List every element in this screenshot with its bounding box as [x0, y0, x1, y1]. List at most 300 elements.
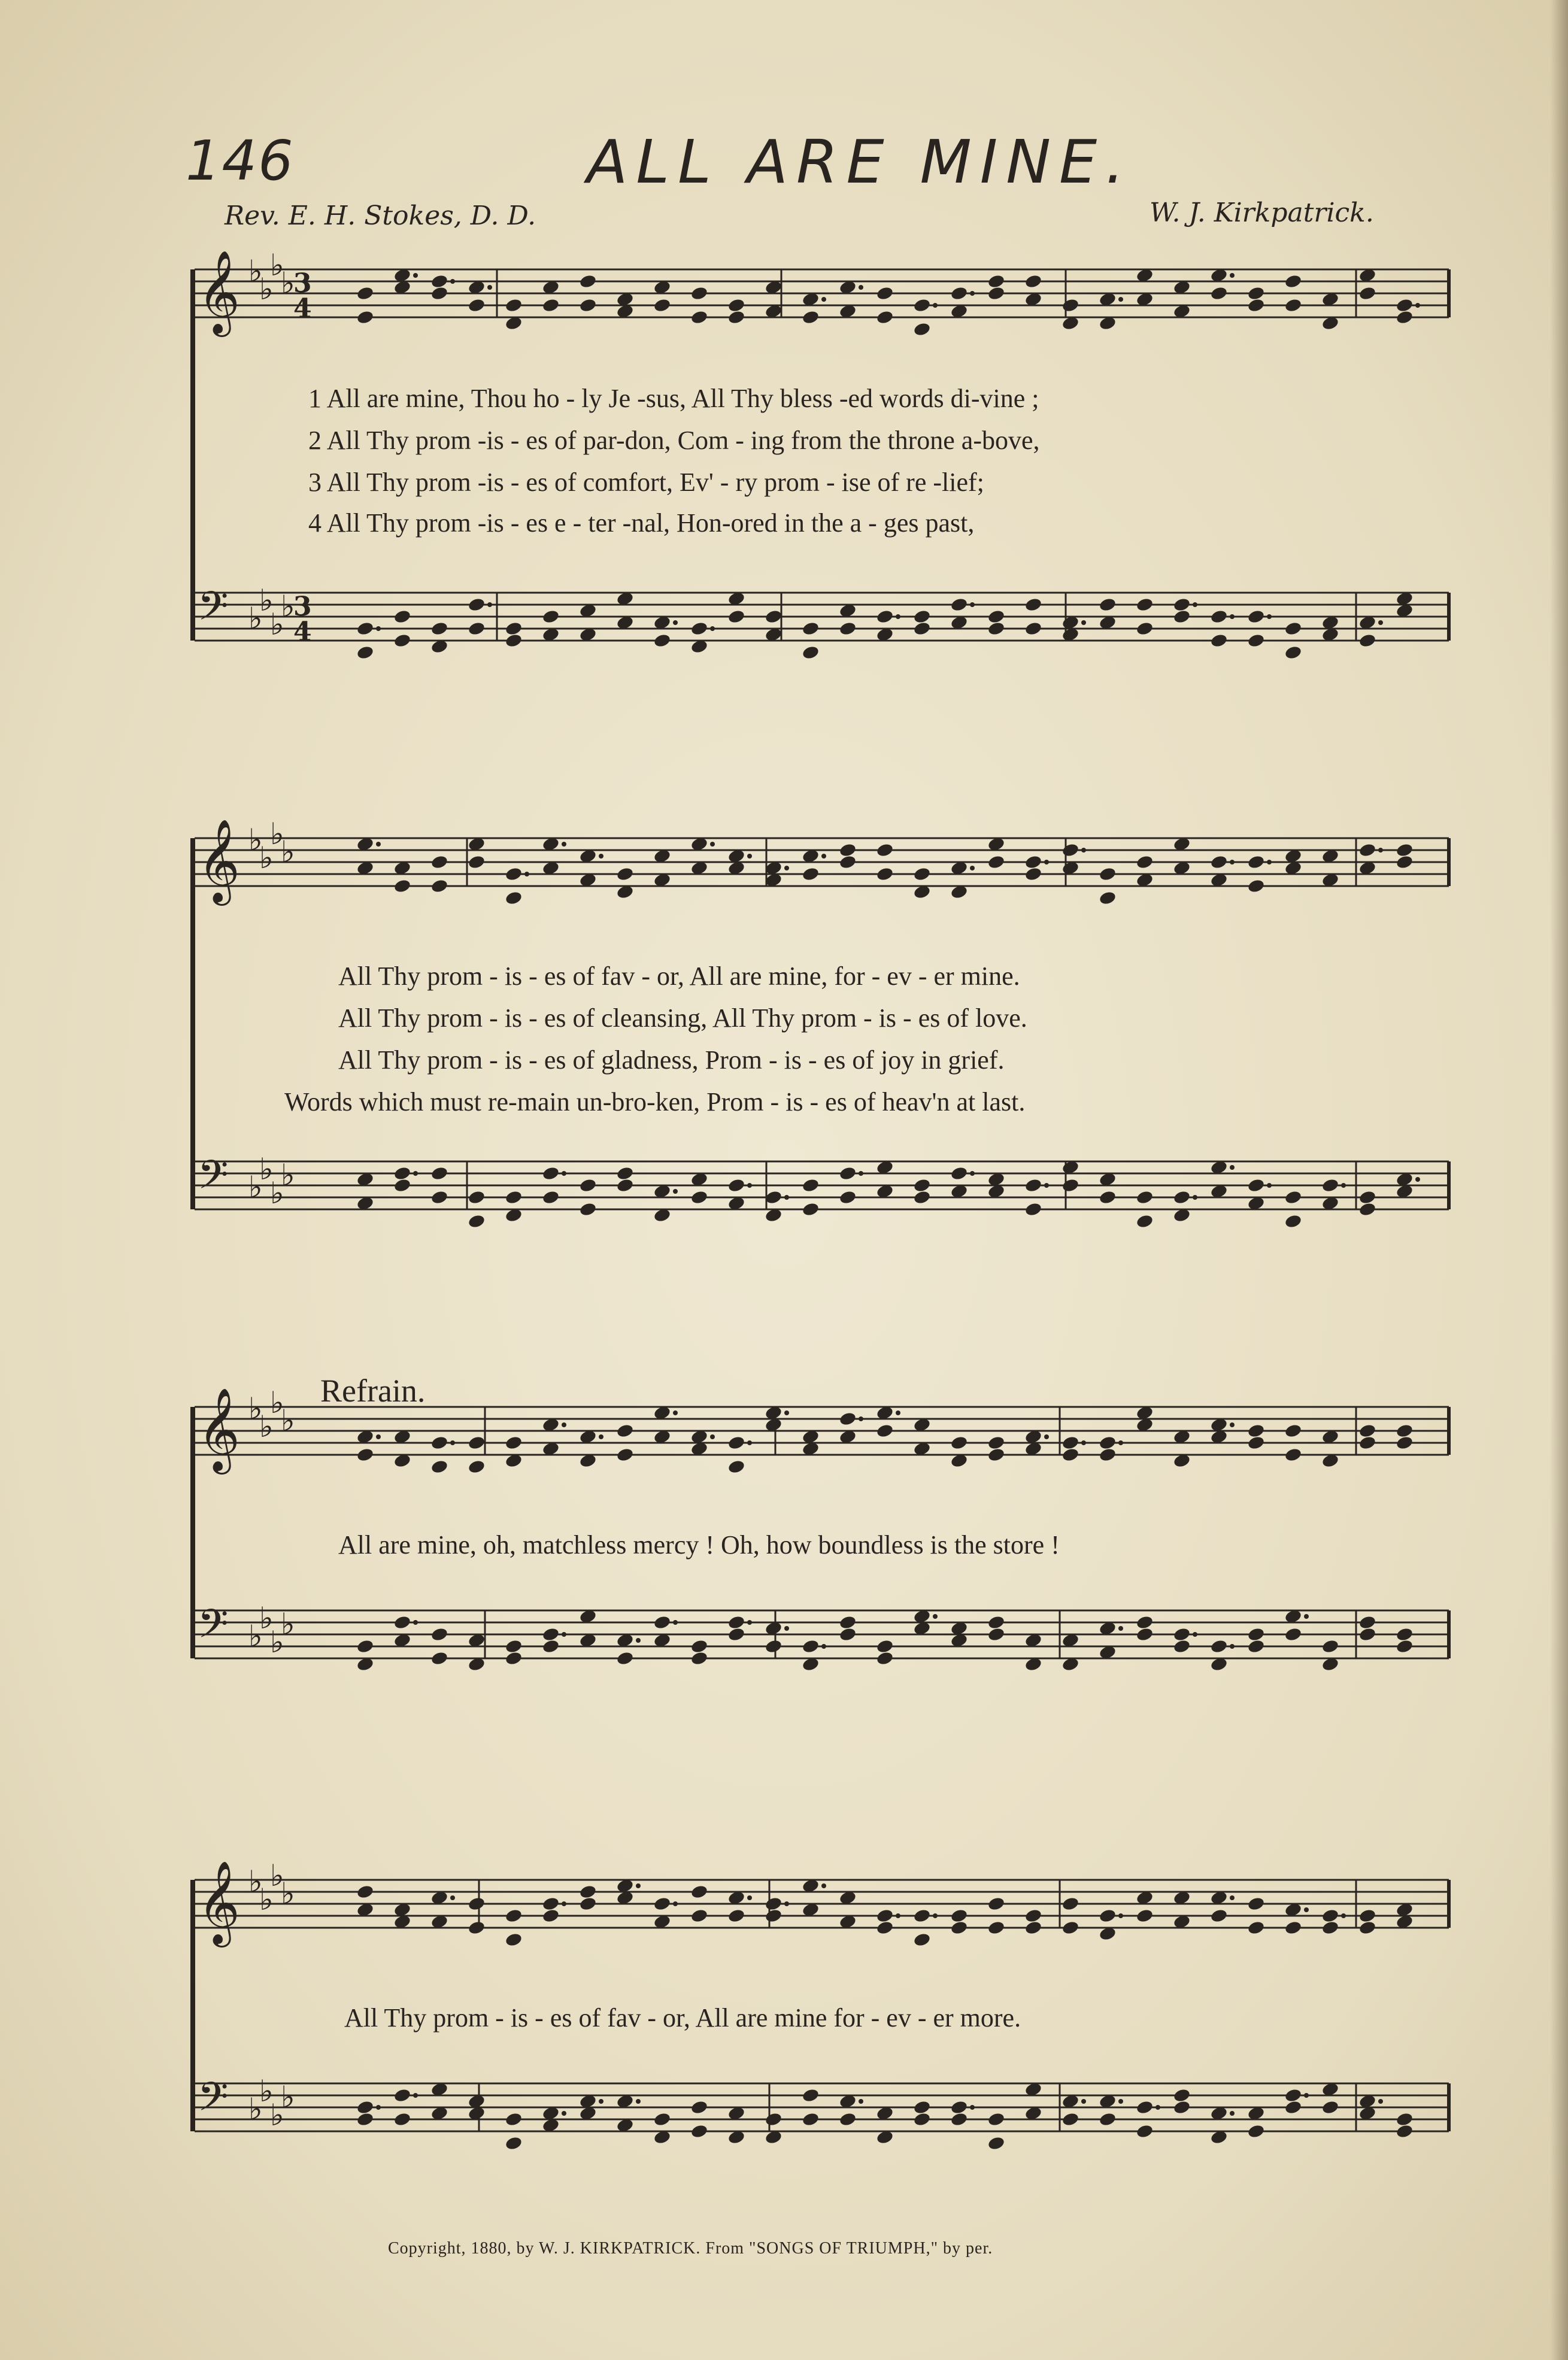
- note-head: [616, 1447, 635, 1463]
- note-head: [1099, 1447, 1117, 1463]
- note-head: [653, 633, 672, 648]
- note-head: [356, 1447, 375, 1463]
- flat-icon: ♭: [259, 2074, 274, 2109]
- dot: [1378, 620, 1383, 625]
- note-head: [765, 1896, 783, 1912]
- flat-icon: ♭: [248, 1864, 263, 1899]
- note-head: [1284, 2100, 1303, 2115]
- note-head: [1136, 854, 1154, 870]
- dot: [821, 1644, 826, 1649]
- note-head: [839, 1190, 857, 1205]
- dot: [450, 1440, 455, 1445]
- dot: [599, 2099, 603, 2104]
- note-head: [987, 609, 1006, 624]
- dot: [747, 1440, 752, 1445]
- note-head: [987, 1615, 1006, 1630]
- flat-icon: ♭: [248, 254, 263, 289]
- note-head: [579, 1896, 598, 1912]
- note-head: [1247, 1178, 1266, 1193]
- note-head: [1210, 1639, 1229, 1654]
- note-head: [987, 1896, 1006, 1912]
- copyright-notice: Copyright, 1880, by W. J. KIRKPATRICK. From "SONGS OF TRIUMPH," by per.: [388, 2239, 993, 2258]
- dot: [1081, 2099, 1086, 2104]
- note-head: [356, 310, 375, 325]
- author-credit: Rev. E. H. Stokes, D. D.: [225, 201, 536, 231]
- note-head: [505, 2112, 523, 2127]
- note-head: [839, 1411, 857, 1427]
- note-head: [430, 854, 449, 870]
- note-head: [1061, 1447, 1080, 1463]
- note-head: [950, 1166, 969, 1181]
- dot: [1341, 1913, 1346, 1918]
- note-head: [1099, 1435, 1117, 1451]
- note-head: [468, 1920, 486, 1936]
- flat-icon: ♭: [259, 841, 274, 875]
- note-head: [430, 621, 449, 636]
- note-head: [468, 1896, 486, 1912]
- refrain-label: Refrain.: [320, 1373, 426, 1409]
- note-head: [876, 1651, 894, 1666]
- dot: [636, 1638, 641, 1643]
- note-head: [987, 1627, 1006, 1642]
- note-head: [1396, 310, 1414, 325]
- dot: [859, 285, 863, 290]
- lyric-line-2-4: Words which must re-main un-bro-ken, Prom - is - es of heav'n at last.: [284, 1087, 1026, 1117]
- note-head: [802, 1639, 820, 1654]
- note-head: [356, 286, 375, 301]
- note-head: [393, 2088, 412, 2103]
- dot: [747, 1183, 752, 1188]
- note-head: [1358, 1908, 1377, 1924]
- note-head: [1061, 298, 1080, 313]
- note-head: [1396, 298, 1414, 313]
- note-head: [1210, 609, 1229, 624]
- note-head: [727, 1435, 746, 1451]
- dot: [710, 1434, 715, 1439]
- note-head: [1136, 1908, 1154, 1924]
- note-head: [1024, 1908, 1043, 1924]
- dot: [562, 1171, 566, 1176]
- note-head: [1358, 1190, 1377, 1205]
- note-head: [1321, 2100, 1340, 2115]
- lyric-line-1-1: 1 All are mine, Thou ho - ly Je -sus, All Thy bless -ed words di-vine ;: [308, 384, 1039, 413]
- note-head: [1136, 1627, 1154, 1642]
- note-head: [505, 1190, 523, 1205]
- note-head: [913, 321, 932, 337]
- note-head: [430, 1651, 449, 1666]
- flat-icon: ♭: [270, 607, 284, 642]
- note-head: [1173, 597, 1191, 612]
- note-head: [727, 1627, 746, 1642]
- note-head: [950, 2100, 969, 2115]
- note-head: [356, 645, 375, 660]
- flat-icon: ♭: [270, 1389, 284, 1420]
- dot: [673, 1901, 678, 1906]
- dot: [487, 602, 492, 607]
- note-head: [1136, 621, 1154, 636]
- note-head: [505, 633, 523, 648]
- dot: [710, 842, 715, 847]
- note-head: [876, 1639, 894, 1654]
- note-head: [950, 2112, 969, 2127]
- note-head: [1284, 621, 1303, 636]
- note-head: [913, 298, 932, 313]
- note-head: [1396, 1423, 1414, 1439]
- note-head: [802, 2088, 820, 2103]
- dot: [821, 1883, 826, 1888]
- note-head: [1358, 1615, 1377, 1630]
- note-head: [727, 1908, 746, 1924]
- note-head: [690, 1639, 709, 1654]
- dot: [821, 854, 826, 859]
- note-head: [1210, 854, 1229, 870]
- note-head: [356, 1884, 375, 1900]
- note-head: [430, 1166, 449, 1181]
- note-head: [1210, 286, 1229, 301]
- flat-icon: ♭: [270, 820, 284, 851]
- note-head: [579, 274, 598, 289]
- note-head: [987, 2112, 1006, 2127]
- note-head: [690, 1884, 709, 1900]
- note-head: [987, 274, 1006, 289]
- dot: [896, 614, 900, 619]
- note-head: [468, 1435, 486, 1451]
- dot: [784, 1195, 789, 1200]
- note-head: [1396, 1627, 1414, 1642]
- note-head: [913, 2100, 932, 2115]
- note-head: [430, 286, 449, 301]
- note-head: [1024, 597, 1043, 612]
- flat-icon: ♭: [270, 2098, 284, 2133]
- note-head: [393, 1166, 412, 1181]
- dot: [1044, 1434, 1049, 1439]
- dot: [673, 620, 678, 625]
- note-head: [1136, 1214, 1154, 1229]
- note-head: [1061, 1435, 1080, 1451]
- note-head: [356, 1639, 375, 1654]
- note-head: [1024, 1178, 1043, 1193]
- dot: [1155, 2105, 1160, 2110]
- dot: [1230, 1422, 1235, 1427]
- note-head: [913, 1178, 932, 1193]
- dot: [970, 2105, 975, 2110]
- dot: [413, 273, 418, 278]
- note-head: [802, 1202, 820, 1217]
- note-head: [802, 1178, 820, 1193]
- note-head: [802, 310, 820, 325]
- note-head: [839, 1615, 857, 1630]
- note-head: [356, 621, 375, 636]
- note-head: [1358, 1627, 1377, 1642]
- dot: [1081, 848, 1086, 853]
- flat-icon: ♭: [281, 1403, 295, 1438]
- note-head: [1396, 1435, 1414, 1451]
- bass-clef-icon: 𝄢: [198, 1601, 229, 1657]
- note-head: [1024, 621, 1043, 636]
- note-head: [839, 842, 857, 858]
- note-head: [1061, 2112, 1080, 2127]
- dot: [1118, 2099, 1123, 2104]
- dot: [1267, 860, 1272, 864]
- dot: [1230, 2111, 1235, 2116]
- note-head: [579, 1178, 598, 1193]
- flat-icon: ♭: [259, 272, 274, 307]
- note-head: [468, 1190, 486, 1205]
- note-head: [1099, 1908, 1117, 1924]
- note-head: [802, 621, 820, 636]
- note-head: [1284, 1423, 1303, 1439]
- note-head: [1247, 2124, 1266, 2139]
- flat-icon: ♭: [281, 1607, 295, 1642]
- note-head: [690, 2124, 709, 2139]
- note-head: [1247, 609, 1266, 624]
- note-head: [468, 1459, 486, 1475]
- lyric-line-3-1: All are mine, oh, matchless mercy ! Oh, how boundless is the store !: [338, 1530, 1060, 1560]
- note-head: [1061, 1178, 1080, 1193]
- note-head: [542, 1908, 560, 1924]
- note-head: [1173, 1627, 1191, 1642]
- note-head: [1284, 1214, 1303, 1229]
- note-head: [1396, 854, 1414, 870]
- note-head: [1396, 842, 1414, 858]
- note-head: [1358, 842, 1377, 858]
- note-head: [950, 597, 969, 612]
- dot: [933, 303, 938, 308]
- note-head: [1247, 1639, 1266, 1654]
- note-head: [1247, 286, 1266, 301]
- note-head: [913, 2112, 932, 2127]
- lyric-line-2-1: All Thy prom - is - es of fav - or, All are mine, for - ev - er mine.: [338, 961, 1020, 991]
- note-head: [1247, 878, 1266, 894]
- dot: [413, 1620, 418, 1625]
- note-head: [690, 286, 709, 301]
- dot: [970, 1171, 975, 1176]
- flat-icon: ♭: [259, 1152, 274, 1187]
- note-head: [430, 274, 449, 289]
- dot: [859, 1416, 863, 1421]
- dot: [1378, 2099, 1383, 2104]
- flat-icon: ♭: [248, 1391, 263, 1426]
- note-head: [727, 310, 746, 325]
- note-head: [505, 621, 523, 636]
- bass-clef-icon: 𝄢: [198, 1152, 229, 1208]
- dot: [970, 866, 975, 870]
- note-head: [950, 1920, 969, 1936]
- dot: [933, 1913, 938, 1918]
- lyric-line-4-1: All Thy prom - is - es of fav - or, All are mine for - ev - er more.: [344, 2003, 1021, 2033]
- note-head: [430, 1435, 449, 1451]
- note-head: [690, 1651, 709, 1666]
- note-head: [393, 2112, 412, 2127]
- dot: [376, 842, 381, 847]
- note-head: [1136, 2124, 1154, 2139]
- note-head: [1099, 2112, 1117, 2127]
- note-head: [987, 621, 1006, 636]
- note-head: [579, 298, 598, 313]
- dot: [784, 1626, 789, 1631]
- flat-icon: ♭: [248, 2092, 263, 2127]
- note-head: [653, 1896, 672, 1912]
- note-head: [690, 621, 709, 636]
- note-head: [1284, 1920, 1303, 1936]
- note-head: [356, 2100, 375, 2115]
- page-number: 146: [186, 129, 295, 193]
- dot: [1230, 1895, 1235, 1900]
- note-head: [616, 1166, 635, 1181]
- note-head: [430, 1459, 449, 1475]
- note-head: [1284, 298, 1303, 313]
- note-head: [1136, 2100, 1154, 2115]
- note-head: [579, 1884, 598, 1900]
- note-head: [505, 2135, 523, 2151]
- note-head: [1247, 1423, 1266, 1439]
- time-signature-top: 3: [293, 268, 312, 299]
- page-edge-shadow: [1550, 0, 1568, 2360]
- note-head: [616, 1178, 635, 1193]
- dot: [562, 1632, 566, 1637]
- dot: [673, 1410, 678, 1415]
- flat-icon: ♭: [270, 1625, 284, 1660]
- note-head: [690, 1908, 709, 1924]
- note-head: [1024, 854, 1043, 870]
- note-head: [913, 1908, 932, 1924]
- dot: [859, 2099, 863, 2104]
- note-head: [542, 1190, 560, 1205]
- dot: [747, 854, 752, 859]
- note-head: [765, 1639, 783, 1654]
- dot: [413, 1171, 418, 1176]
- note-head: [802, 645, 820, 660]
- note-head: [1396, 2124, 1414, 2139]
- note-head: [1136, 1190, 1154, 1205]
- note-head: [1024, 866, 1043, 882]
- note-head: [1210, 1908, 1229, 1924]
- flat-icon: ♭: [281, 835, 295, 869]
- note-head: [542, 1639, 560, 1654]
- note-head: [505, 890, 523, 906]
- note-head: [505, 1908, 523, 1924]
- dot: [376, 2105, 381, 2110]
- note-head: [727, 298, 746, 313]
- note-head: [393, 878, 412, 894]
- note-head: [1284, 274, 1303, 289]
- flat-icon: ♭: [248, 601, 263, 636]
- note-head: [727, 609, 746, 624]
- flat-icon: ♭: [248, 823, 263, 857]
- note-head: [505, 298, 523, 313]
- dot: [1230, 860, 1235, 864]
- treble-clef-icon: 𝄞: [198, 251, 240, 333]
- note-head: [1173, 2100, 1191, 2115]
- note-head: [468, 1214, 486, 1229]
- note-head: [1358, 286, 1377, 301]
- note-head: [1099, 866, 1117, 882]
- note-head: [1247, 1627, 1266, 1642]
- note-head: [727, 1459, 746, 1475]
- note-head: [987, 1920, 1006, 1936]
- note-head: [430, 878, 449, 894]
- dot: [562, 1422, 566, 1427]
- note-head: [1024, 1920, 1043, 1936]
- dot: [747, 1895, 752, 1900]
- lyric-line-2-3: All Thy prom - is - es of gladness, Prom - is - es of joy in grief.: [338, 1045, 1005, 1075]
- note-head: [876, 1908, 894, 1924]
- note-head: [505, 866, 523, 882]
- note-head: [1024, 274, 1043, 289]
- dot: [636, 2099, 641, 2104]
- dot: [1081, 620, 1086, 625]
- note-head: [616, 1423, 635, 1439]
- note-head: [1061, 1896, 1080, 1912]
- note-head: [1173, 609, 1191, 624]
- note-head: [1358, 1202, 1377, 1217]
- flat-icon: ♭: [259, 1409, 274, 1444]
- note-head: [505, 1932, 523, 1948]
- note-head: [616, 1651, 635, 1666]
- note-head: [839, 2112, 857, 2127]
- note-head: [727, 1178, 746, 1193]
- note-head: [653, 298, 672, 313]
- dot: [1230, 273, 1235, 278]
- note-head: [430, 1190, 449, 1205]
- dot: [376, 626, 381, 631]
- dot: [1267, 1183, 1272, 1188]
- dot: [1230, 1165, 1235, 1170]
- dot: [1118, 1913, 1123, 1918]
- note-head: [468, 854, 486, 870]
- note-head: [1210, 633, 1229, 648]
- dot: [1415, 303, 1420, 308]
- note-head: [802, 2112, 820, 2127]
- lyric-line-1-3: 3 All Thy prom -is - es of comfort, Ev' - ry prom - ise of re -lief;: [308, 468, 984, 497]
- note-head: [1247, 1435, 1266, 1451]
- note-head: [802, 866, 820, 882]
- note-head: [653, 2112, 672, 2127]
- note-head: [1247, 854, 1266, 870]
- note-head: [1284, 645, 1303, 660]
- flat-icon: ♭: [270, 251, 284, 283]
- note-head: [542, 609, 560, 624]
- note-head: [876, 609, 894, 624]
- note-head: [1396, 1639, 1414, 1654]
- dot: [673, 1620, 678, 1625]
- note-head: [505, 1639, 523, 1654]
- dot: [896, 1913, 900, 1918]
- dot: [1267, 614, 1272, 619]
- time-signature-top: 3: [293, 591, 312, 622]
- note-head: [950, 286, 969, 301]
- note-head: [913, 1932, 932, 1948]
- dot: [450, 279, 455, 284]
- dot: [1081, 1440, 1086, 1445]
- note-head: [542, 1896, 560, 1912]
- note-head: [913, 609, 932, 624]
- dot: [933, 1614, 938, 1619]
- note-head: [913, 866, 932, 882]
- dot: [562, 842, 566, 847]
- note-head: [1396, 2112, 1414, 2127]
- dot: [562, 1901, 566, 1906]
- note-head: [653, 1615, 672, 1630]
- note-head: [393, 1178, 412, 1193]
- note-head: [987, 1435, 1006, 1451]
- dot: [1044, 1183, 1049, 1188]
- note-head: [1136, 597, 1154, 612]
- note-head: [765, 609, 783, 624]
- flat-icon: ♭: [270, 1176, 284, 1211]
- note-head: [1358, 1423, 1377, 1439]
- dot: [747, 1620, 752, 1625]
